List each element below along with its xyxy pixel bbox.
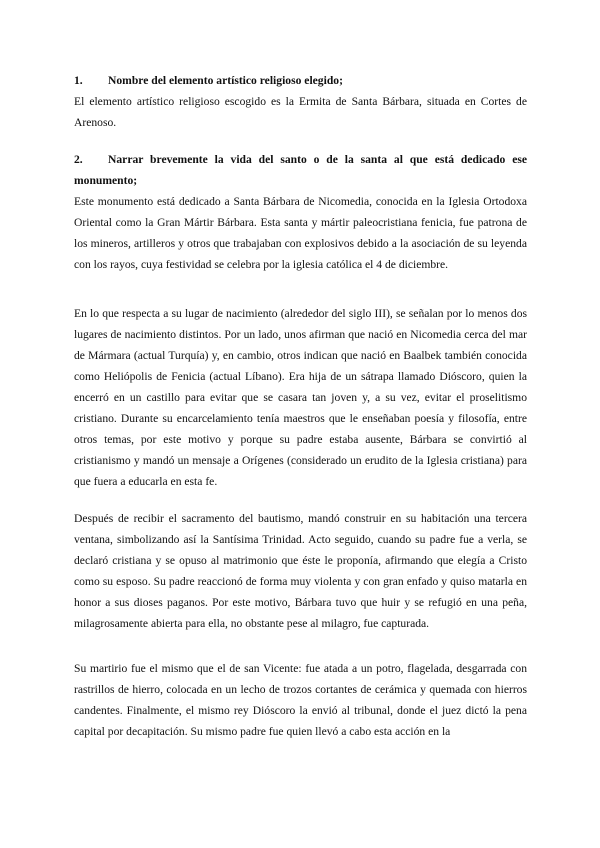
section-2-number: 2. <box>74 153 83 166</box>
section-2-paragraph-4: Su martirio fue el mismo que el de san Vicente: fue atada a un potro, flagelada, desgarrada con rastrillos de hierro, colocada en un lecho de trozos cortantes de cerámica y quemada con hierros candentes. Finalmente, el mismo rey Dióscoro la envió al tribunal, donde el juez dictó la pena capital por decapitación. Su mismo padre fue quien llevó a cabo esta acción en la <box>74 662 527 738</box>
spacer <box>74 492 527 508</box>
section-2-paragraph-3: Después de recibir el sacramento del bautismo, mandó construir en su habitación una tercera ventana, simbolizando así la Santísima Trinidad. Acto seguido, cuando su padre fue a verla, se declaró cristiana y se opuso al matrimonio que éste le proponía, afirmando que elegía a Cristo como su esposo. Su padre reaccionó de forma muy violenta y con gran enfado y quiso matarla en honor a sus dioses paganos. Por este motivo, Bárbara tuvo que huir y se refugió en una peña, milagrosamente abierta para ella, no obstante pese al milagro, fue capturada. <box>74 512 527 630</box>
spacer <box>74 275 527 303</box>
spacer <box>74 634 527 658</box>
spacer <box>74 133 527 149</box>
section-2-title: Narrar brevemente la vida del santo o de la santa al que está dedicado ese monumento; <box>74 153 527 187</box>
section-2-paragraph-1: Este monumento está dedicado a Santa Bárbara de Nicomedia, conocida en la Iglesia Ortodoxa Oriental como la Gran Mártir Bárbara. Esta santa y mártir paleocristiana fenicia, fue patrona de los mineros, artilleros y otros que trabajaban con explosivos debido a la asociación de su leyenda con los rayos, cuya festividad se celebra por la iglesia católica el 4 de diciembre. <box>74 195 527 271</box>
section-1-heading <box>74 70 527 91</box>
section-1-paragraph-1: El elemento artístico religioso escogido es la Ermita de Santa Bárbara, situada en Cortes de Arenoso. <box>74 95 527 129</box>
section-1-title: Nombre del elemento artístico religioso elegido; <box>108 74 343 87</box>
section-2-paragraph-2: En lo que respecta a su lugar de nacimiento (alrededor del siglo III), se señalan por lo menos dos lugares de nacimiento distintos. Por un lado, unos afirman que nació en Nicomedia cerca del mar de Mármara (actual Turquía) y, en cambio, otros indican que nació en Baalbek también conocida como Heliópolis de Fenicia (actual Líbano). Era hija de un sátrapa llamado Dióscoro, quien la encerró en un castillo para evitar que se casara tan joven y, a su vez, evitar el proselitismo cristiano. Durante su encarcelamiento tenía maestros que le enseñaban poesía y filosofía, entre otros temas, por este motivo y porque su padre estaba ausente, Bárbara se convirtió al cristianismo y mandó un mensaje a Orígenes (considerado un erudito de la Iglesia cristiana) para que fuera a educarla en esta fe. <box>74 307 527 488</box>
section-2-heading <box>74 149 527 191</box>
section-1-number: 1. <box>74 74 83 87</box>
